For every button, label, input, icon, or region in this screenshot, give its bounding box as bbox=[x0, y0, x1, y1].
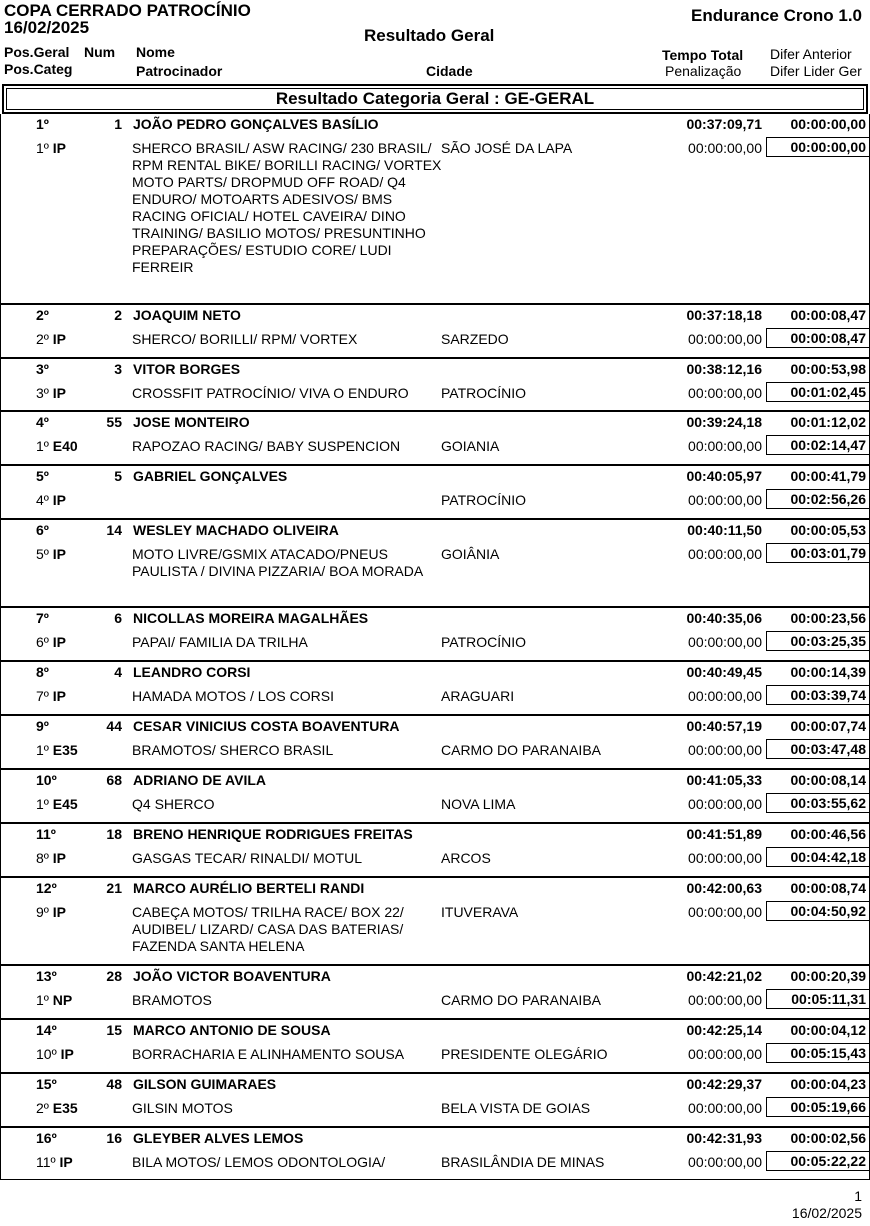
city: SÃO JOSÉ DA LAPA bbox=[441, 140, 573, 156]
rider-number: 28 bbox=[106, 968, 122, 984]
row-line-1 bbox=[0, 772, 870, 790]
col-cidade: Cidade bbox=[426, 63, 473, 79]
total-time: 00:41:51,89 bbox=[686, 826, 762, 842]
rider-number: 4 bbox=[114, 664, 122, 680]
row-line-1 bbox=[0, 968, 870, 986]
category-code: IP bbox=[52, 140, 67, 156]
diff-previous: 00:01:12,02 bbox=[790, 414, 866, 430]
pos-categ: 3º IP bbox=[36, 385, 67, 401]
report-header bbox=[0, 0, 870, 84]
result-row bbox=[0, 1126, 870, 1180]
diff-leader: 00:05:19,66 bbox=[766, 1097, 870, 1117]
rider-number: 1 bbox=[114, 116, 122, 132]
row-line-1 bbox=[0, 1022, 870, 1040]
diff-leader: 00:05:22,22 bbox=[766, 1151, 870, 1171]
total-time: 00:40:35,06 bbox=[686, 610, 762, 626]
row-line-1 bbox=[0, 826, 870, 844]
penalty: 00:00:00,00 bbox=[688, 992, 762, 1008]
pos-geral: 4º bbox=[36, 414, 49, 430]
rider-number: 18 bbox=[106, 826, 122, 842]
total-time: 00:37:18,18 bbox=[686, 307, 762, 323]
col-difer-lider: Difer Lider Ger bbox=[770, 63, 862, 79]
category-code: IP bbox=[52, 492, 67, 508]
category-code: IP bbox=[60, 1046, 74, 1062]
total-time: 00:40:49,45 bbox=[686, 664, 762, 680]
pos-categ: 8º IP bbox=[36, 850, 67, 866]
row-line-1 bbox=[0, 664, 870, 682]
pos-categ: 9º IP bbox=[36, 904, 67, 920]
sponsor: SHERCO BRASIL/ ASW RACING/ 230 BRASIL/ RPM RENTAL BIKE/ BORILLI RACING/ VORTEX MOTO PARTS/ DROPMUD OFF ROAD/ Q4 ENDURO/ MOTOARTS ADESIVOS/ BMS RACING OFICIAL/ HOTEL CAVEIRA/ DINO TRAINING/ BASILIO MOTOS/ PRESUNTINHO PREPARAÇÕES/ ESTUDIO CORE/ LUDI FERREIR bbox=[132, 140, 442, 275]
diff-previous: 00:00:07,74 bbox=[790, 718, 866, 734]
diff-leader: 00:00:08,47 bbox=[766, 328, 870, 348]
rider-number: 6 bbox=[114, 610, 122, 626]
rider-name: MARCO ANTONIO DE SOUSA bbox=[133, 1022, 331, 1038]
row-line-1 bbox=[0, 522, 870, 540]
city: ARCOS bbox=[441, 850, 491, 866]
diff-previous: 00:00:14,39 bbox=[790, 664, 866, 680]
total-time: 00:42:00,63 bbox=[686, 880, 762, 896]
diff-leader: 00:03:25,35 bbox=[766, 631, 870, 651]
pos-categ: 6º IP bbox=[36, 634, 67, 650]
pos-categ: 10º IP bbox=[36, 1046, 74, 1062]
result-row bbox=[0, 303, 870, 357]
event-name: COPA CERRADO PATROCÍNIO bbox=[4, 1, 251, 20]
pos-geral: 10º bbox=[36, 772, 57, 788]
result-row bbox=[0, 464, 870, 518]
sponsor: CABEÇA MOTOS/ TRILHA RACE/ BOX 22/ AUDIBEL/ LIZARD/ CASA DAS BATERIAS/ FAZENDA SANTA HELENA bbox=[132, 904, 404, 954]
rider-name: ADRIANO DE AVILA bbox=[133, 772, 266, 788]
rider-number: 44 bbox=[106, 718, 122, 734]
pos-geral: 16º bbox=[36, 1130, 57, 1146]
penalty: 00:00:00,00 bbox=[688, 1100, 762, 1116]
penalty: 00:00:00,00 bbox=[688, 546, 762, 562]
total-time: 00:42:21,02 bbox=[686, 968, 762, 984]
rider-name: CESAR VINICIUS COSTA BOAVENTURA bbox=[133, 718, 400, 734]
sponsor: Q4 SHERCO bbox=[132, 796, 215, 812]
category-banner: Resultado Categoria Geral : GE-GERAL bbox=[2, 84, 868, 114]
diff-previous: 00:00:00,00 bbox=[790, 116, 866, 132]
pos-geral: 15º bbox=[36, 1076, 57, 1092]
city: GOIANIA bbox=[441, 438, 500, 454]
diff-previous: 00:00:53,98 bbox=[790, 361, 866, 377]
pos-categ: 7º IP bbox=[36, 688, 67, 704]
rider-number: 55 bbox=[106, 414, 122, 430]
city: ARAGUARI bbox=[441, 688, 515, 704]
pos-geral: 14º bbox=[36, 1022, 57, 1038]
rider-name: WESLEY MACHADO OLIVEIRA bbox=[133, 522, 339, 538]
rider-number: 15 bbox=[106, 1022, 122, 1038]
rider-name: GABRIEL GONÇALVES bbox=[133, 468, 288, 484]
total-time: 00:42:25,14 bbox=[686, 1022, 762, 1038]
city: CARMO DO PARANAIBA bbox=[441, 992, 601, 1008]
diff-previous: 00:00:08,47 bbox=[790, 307, 866, 323]
total-time: 00:42:29,37 bbox=[686, 1076, 762, 1092]
sponsor: CROSSFIT PATROCÍNIO/ VIVA O ENDURO bbox=[132, 385, 409, 401]
rider-number: 68 bbox=[106, 772, 122, 788]
rider-name: JOÃO PEDRO GONÇALVES BASÍLIO bbox=[133, 116, 379, 132]
row-line-1 bbox=[0, 468, 870, 486]
diff-leader: 00:02:56,26 bbox=[766, 489, 870, 509]
col-nome: Nome bbox=[136, 44, 175, 60]
rider-name: VITOR BORGES bbox=[133, 361, 241, 377]
rider-name: BRENO HENRIQUE RODRIGUES FREITAS bbox=[133, 826, 413, 842]
sponsor: BORRACHARIA E ALINHAMENTO SOUSA bbox=[132, 1046, 405, 1062]
col-penalizacao: Penalização bbox=[665, 63, 742, 79]
total-time: 00:40:11,50 bbox=[687, 522, 762, 538]
city: PATROCÍNIO bbox=[441, 385, 527, 401]
result-row bbox=[0, 410, 870, 464]
pos-geral: 9º bbox=[36, 718, 49, 734]
result-row bbox=[0, 1072, 870, 1126]
category-code: NP bbox=[52, 992, 73, 1008]
rider-number: 21 bbox=[106, 880, 122, 896]
pos-categ: 2º E35 bbox=[36, 1100, 78, 1116]
diff-leader: 00:03:39,74 bbox=[766, 685, 870, 705]
city: ITUVERAVA bbox=[441, 904, 519, 920]
penalty: 00:00:00,00 bbox=[688, 140, 762, 156]
total-time: 00:38:12,16 bbox=[686, 361, 762, 377]
result-row bbox=[0, 714, 870, 768]
diff-previous: 00:00:46,56 bbox=[790, 826, 866, 842]
row-line-1 bbox=[0, 1076, 870, 1094]
diff-previous: 00:00:23,56 bbox=[790, 610, 866, 626]
sponsor: GASGAS TECAR/ RINALDI/ MOTUL bbox=[132, 850, 363, 866]
pos-geral: 1º bbox=[36, 116, 49, 132]
software-name: Endurance Crono 1.0 bbox=[691, 6, 862, 25]
rider-name: GLEYBER ALVES LEMOS bbox=[133, 1130, 304, 1146]
pos-geral: 7º bbox=[36, 610, 49, 626]
diff-previous: 00:00:08,14 bbox=[790, 772, 866, 788]
row-line-1 bbox=[0, 1130, 870, 1148]
result-row bbox=[0, 114, 870, 303]
sponsor: BRAMOTOS/ SHERCO BRASIL bbox=[132, 742, 334, 758]
pos-categ: 4º IP bbox=[36, 492, 67, 508]
rider-number: 14 bbox=[106, 522, 122, 538]
category-code: IP bbox=[52, 331, 67, 347]
rider-number: 3 bbox=[114, 361, 122, 377]
rider-number: 5 bbox=[114, 468, 122, 484]
diff-leader: 00:05:11,31 bbox=[766, 989, 870, 1009]
city: CARMO DO PARANAIBA bbox=[441, 742, 601, 758]
category-code: IP bbox=[52, 546, 67, 562]
city: BRASILÂNDIA DE MINAS bbox=[441, 1154, 605, 1170]
col-pos-geral: Pos.Geral bbox=[4, 44, 70, 60]
category-code: IP bbox=[52, 904, 67, 920]
pos-categ: 11º IP bbox=[36, 1154, 73, 1170]
diff-previous: 00:00:08,74 bbox=[790, 880, 866, 896]
total-time: 00:42:31,93 bbox=[686, 1130, 762, 1146]
pos-geral: 3º bbox=[36, 361, 49, 377]
penalty: 00:00:00,00 bbox=[688, 688, 762, 704]
rider-name: NICOLLAS MOREIRA MAGALHÃES bbox=[133, 610, 369, 626]
sponsor: RAPOZAO RACING/ BABY SUSPENCION bbox=[132, 438, 401, 454]
city: PRESIDENTE OLEGÁRIO bbox=[441, 1046, 608, 1062]
diff-leader: 00:03:55,62 bbox=[766, 793, 870, 813]
row-line-1 bbox=[0, 880, 870, 898]
pos-categ: 2º IP bbox=[36, 331, 67, 347]
row-line-1 bbox=[0, 116, 870, 134]
rider-name: JOAQUIM NETO bbox=[133, 307, 241, 323]
result-row bbox=[0, 357, 870, 410]
result-row bbox=[0, 606, 870, 660]
category-code: E35 bbox=[52, 742, 78, 758]
footer-date: 16/02/2025 bbox=[791, 1205, 862, 1221]
rider-name: LEANDRO CORSI bbox=[133, 664, 251, 680]
penalty: 00:00:00,00 bbox=[688, 796, 762, 812]
row-line-1 bbox=[0, 414, 870, 432]
rider-name: MARCO AURÉLIO BERTELI RANDI bbox=[133, 880, 365, 896]
pos-geral: 11º bbox=[36, 826, 56, 842]
diff-leader: 00:00:00,00 bbox=[766, 137, 870, 157]
diff-previous: 00:00:04,23 bbox=[790, 1076, 866, 1092]
diff-leader: 00:04:50,92 bbox=[766, 901, 870, 921]
pos-categ: 1º NP bbox=[36, 992, 73, 1008]
col-tempo-total: Tempo Total bbox=[662, 47, 744, 63]
category-code: IP bbox=[52, 850, 67, 866]
category-code: E40 bbox=[52, 438, 78, 454]
pos-geral: 2º bbox=[36, 307, 49, 323]
pos-geral: 13º bbox=[36, 968, 57, 984]
pos-categ: 1º IP bbox=[36, 140, 67, 156]
category-code: IP bbox=[52, 688, 67, 704]
category-code: E45 bbox=[52, 796, 78, 812]
pos-categ: 1º E40 bbox=[36, 438, 78, 454]
row-line-1 bbox=[0, 361, 870, 379]
pos-categ: 1º E35 bbox=[36, 742, 78, 758]
rider-name: GILSON GUIMARAES bbox=[133, 1076, 277, 1092]
city: NOVA LIMA bbox=[441, 796, 516, 812]
diff-previous: 00:00:04,12 bbox=[790, 1022, 866, 1038]
event-date: 16/02/2025 bbox=[4, 18, 90, 37]
result-row bbox=[0, 822, 870, 876]
sponsor: BILA MOTOS/ LEMOS ODONTOLOGIA/ bbox=[132, 1154, 386, 1170]
rider-number: 16 bbox=[106, 1130, 122, 1146]
diff-leader: 00:04:42,18 bbox=[766, 847, 870, 867]
sponsor: SHERCO/ BORILLI/ RPM/ VORTEX bbox=[132, 331, 358, 347]
col-pos-categ: Pos.Categ bbox=[4, 61, 73, 77]
diff-previous: 00:00:05,53 bbox=[790, 522, 866, 538]
result-row bbox=[0, 768, 870, 822]
pos-categ: 5º IP bbox=[36, 546, 67, 562]
diff-leader: 00:05:15,43 bbox=[766, 1043, 870, 1063]
penalty: 00:00:00,00 bbox=[688, 1046, 762, 1062]
total-time: 00:41:05,33 bbox=[686, 772, 762, 788]
penalty: 00:00:00,00 bbox=[688, 331, 762, 347]
rider-number: 48 bbox=[106, 1076, 122, 1092]
city: BELA VISTA DE GOIAS bbox=[441, 1100, 591, 1116]
sponsor: HAMADA MOTOS / LOS CORSI bbox=[132, 688, 335, 704]
penalty: 00:00:00,00 bbox=[688, 438, 762, 454]
penalty: 00:00:00,00 bbox=[688, 634, 762, 650]
category-code: IP bbox=[59, 1154, 73, 1170]
city: GOIÂNIA bbox=[441, 546, 500, 562]
diff-leader: 00:03:01,79 bbox=[766, 543, 870, 563]
diff-leader: 00:01:02,45 bbox=[766, 382, 870, 402]
category-code: E35 bbox=[52, 1100, 78, 1116]
sponsor: MOTO LIVRE/GSMIX ATACADO/PNEUS PAULISTA / DIVINA PIZZARIA/ BOA MORADA bbox=[132, 546, 424, 579]
row-line-1 bbox=[0, 718, 870, 736]
row-line-1 bbox=[0, 610, 870, 628]
col-difer-anterior: Difer Anterior bbox=[770, 46, 852, 62]
diff-previous: 00:00:02,56 bbox=[790, 1130, 866, 1146]
city: SARZEDO bbox=[441, 331, 509, 347]
diff-previous: 00:00:20,39 bbox=[790, 968, 866, 984]
total-time: 00:39:24,18 bbox=[686, 414, 762, 430]
col-num: Num bbox=[84, 44, 116, 60]
pos-geral: 6º bbox=[36, 522, 49, 538]
pos-geral: 8º bbox=[36, 664, 49, 680]
result-row bbox=[0, 1018, 870, 1072]
report-title: Resultado Geral bbox=[364, 26, 495, 45]
category-code: IP bbox=[52, 385, 67, 401]
sponsor: BRAMOTOS bbox=[132, 992, 212, 1008]
col-patrocinador: Patrocinador bbox=[136, 63, 223, 79]
result-row bbox=[0, 964, 870, 1018]
penalty: 00:00:00,00 bbox=[688, 385, 762, 401]
city: PATROCÍNIO bbox=[441, 492, 527, 508]
result-row bbox=[0, 518, 870, 606]
row-line-1 bbox=[0, 307, 870, 325]
pos-geral: 12º bbox=[36, 880, 57, 896]
pos-geral: 5º bbox=[36, 468, 49, 484]
result-row bbox=[0, 660, 870, 714]
diff-leader: 00:03:47,48 bbox=[766, 739, 870, 759]
rider-number: 2 bbox=[114, 307, 122, 323]
city: PATROCÍNIO bbox=[441, 634, 527, 650]
penalty: 00:00:00,00 bbox=[688, 904, 762, 920]
rider-name: JOSE MONTEIRO bbox=[133, 414, 250, 430]
category-code: IP bbox=[52, 634, 67, 650]
total-time: 00:40:57,19 bbox=[686, 718, 762, 734]
total-time: 00:37:09,71 bbox=[686, 116, 762, 132]
penalty: 00:00:00,00 bbox=[688, 742, 762, 758]
diff-previous: 00:00:41,79 bbox=[790, 468, 866, 484]
sponsor: GILSIN MOTOS bbox=[132, 1100, 233, 1116]
sponsor: PAPAI/ FAMILIA DA TRILHA bbox=[132, 634, 308, 650]
result-row bbox=[0, 876, 870, 964]
total-time: 00:40:05,97 bbox=[686, 468, 762, 484]
page-number: 1 bbox=[854, 1188, 862, 1204]
penalty: 00:00:00,00 bbox=[688, 492, 762, 508]
penalty: 00:00:00,00 bbox=[688, 1154, 762, 1170]
pos-categ: 1º E45 bbox=[36, 796, 78, 812]
diff-leader: 00:02:14,47 bbox=[766, 435, 870, 455]
penalty: 00:00:00,00 bbox=[688, 850, 762, 866]
rider-name: JOÃO VICTOR BOAVENTURA bbox=[133, 968, 331, 984]
